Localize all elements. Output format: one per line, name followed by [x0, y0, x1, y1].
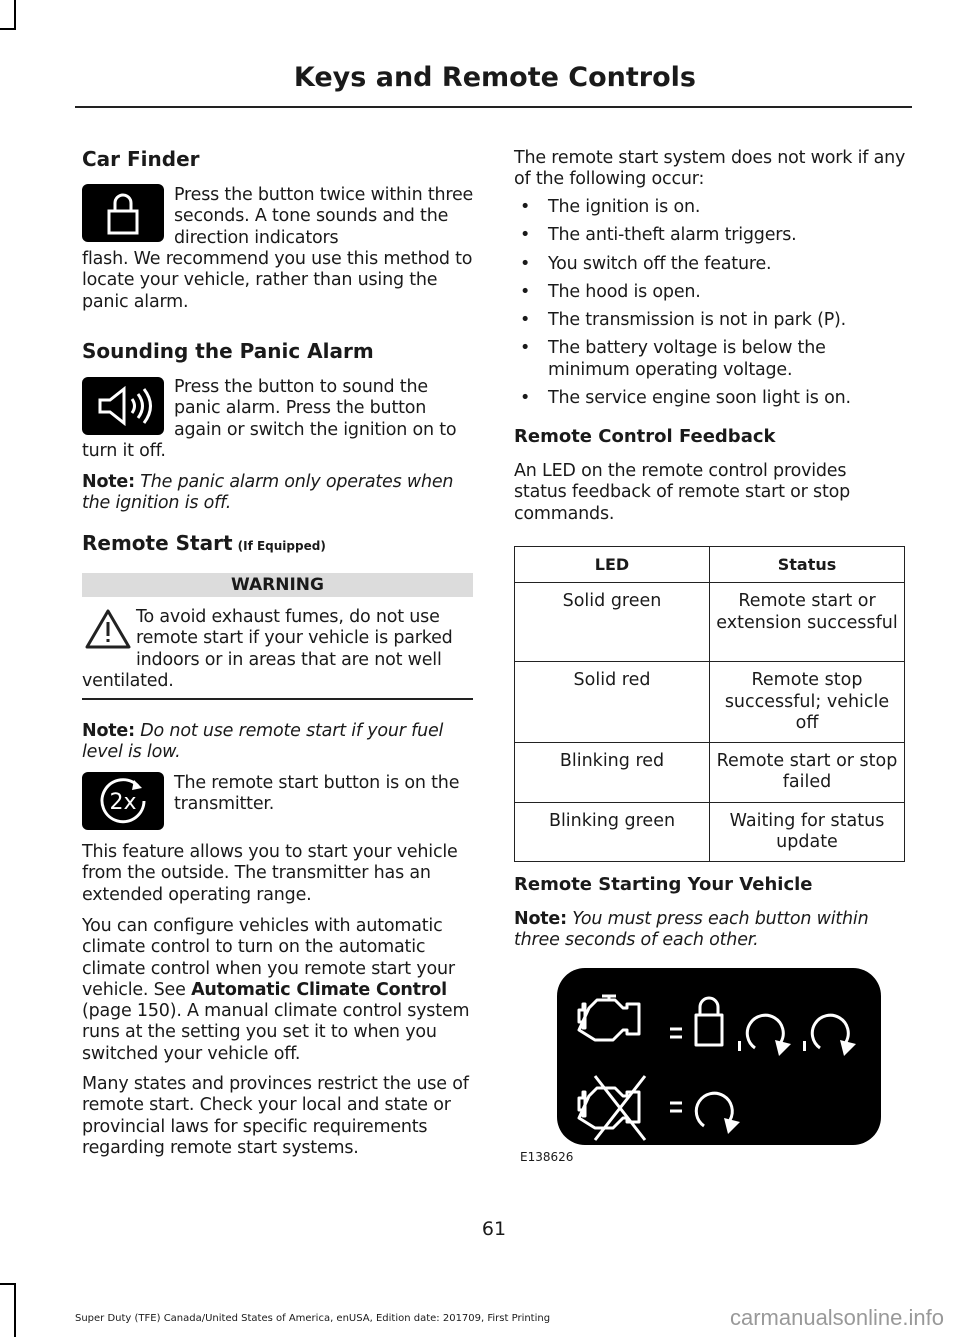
starting-note: [514, 909, 906, 952]
header-rule: [75, 106, 912, 108]
crop-mark: [0, 1283, 16, 1285]
fuel-note: [82, 721, 474, 764]
feature-paragraph: This feature allows you to start your vehicle from the outside. The transmitter has an extended operating range.: [82, 842, 458, 905]
crop-mark: [0, 28, 16, 30]
page-title: Keys and Remote Controls: [293, 62, 696, 93]
led-cell: Solid red: [515, 662, 710, 743]
table-row: [515, 583, 905, 662]
status-cell: Remote start or extension successful: [710, 583, 905, 662]
feedback-heading: Remote Control Feedback: [514, 426, 776, 447]
note-label: Note:: [514, 909, 567, 929]
table-row: [515, 802, 905, 862]
engine-lock-start-diagram: [557, 968, 881, 1145]
note-text: The panic alarm only operates when the ignition is off.: [82, 472, 454, 514]
panic-horn-icon: [82, 377, 164, 435]
if-equipped-label: (If Equipped): [237, 539, 326, 553]
svg-text:2x: 2x: [109, 790, 137, 815]
climate-text-cont: (page 150). A manual climate control system runs at the setting you set it to when you switched your vehicle off.: [82, 1001, 470, 1064]
status-cell: Remote stop successful; vehicle off: [710, 662, 905, 743]
climate-text: You can configure vehicles with automatic climate control to turn on the automatic climate control when you remote start your vehicle. See: [82, 916, 455, 1000]
lock-icon: [696, 998, 722, 1045]
warning-text: To avoid exhaust fumes, do not use remote start if your vehicle is parked indoors or in areas that are not well: [136, 607, 453, 670]
list-item: • The service engine soon light is on.: [514, 388, 906, 409]
car-finder-text-cont: flash. We recommend you use this method to locate your vehicle, rather than using the panic alarm.: [82, 249, 473, 312]
remote-button-text: The remote start button is on the transmitter.: [174, 773, 460, 815]
intro-text: The remote start system does not work if any of the following occur:: [514, 148, 906, 190]
panic-text-cont: turn it off.: [82, 441, 166, 461]
automatic-climate-control-link[interactable]: Automatic Climate Control: [191, 979, 447, 1000]
header-led: LED: [515, 547, 710, 583]
edition-info: Super Duty (TFE) Canada/United States of America, enUSA, Edition date: 201709, First Printing: [75, 1313, 551, 1324]
remote-starting-heading: Remote Starting Your Vehicle: [514, 874, 813, 895]
note-label: Note:: [82, 721, 135, 741]
lock-icon: [82, 184, 164, 242]
laws-paragraph: Many states and provinces restrict the use of remote start. Check your local and state or provincial laws for specific requirements regarding remote start systems.: [82, 1074, 469, 1158]
header-status: Status: [710, 547, 905, 583]
table-row: [515, 662, 905, 743]
warning-rule: [82, 698, 473, 700]
crop-mark: [14, 0, 16, 28]
list-item: • The anti-theft alarm triggers.: [514, 225, 906, 246]
car-finder-text: Press the button twice within three seconds. A tone sounds and the direction indicators: [174, 185, 474, 248]
panic-text: Press the button to sound the panic alarm. Press the button again or switch the ignition on to: [174, 377, 457, 440]
list-item: • The hood is open.: [514, 282, 906, 303]
conditions-list: [514, 197, 906, 416]
status-cell: Waiting for status update: [710, 802, 905, 862]
engine-crossed-icon: [579, 1076, 645, 1140]
led-status-table: [514, 546, 905, 862]
remote-start-heading: [82, 531, 326, 555]
table-header-row: [515, 547, 905, 583]
list-item: • The ignition is on.: [514, 197, 906, 218]
led-cell: Solid green: [515, 583, 710, 662]
warning-text-cont: ventilated.: [82, 671, 174, 691]
list-item: • You switch off the feature.: [514, 254, 906, 275]
warning-bar: WARNING: [82, 573, 473, 597]
note-label: Note:: [82, 472, 135, 492]
figure-id: E138626: [520, 1150, 574, 1164]
warning-triangle-icon: [84, 607, 132, 655]
crop-mark: [14, 1283, 16, 1337]
list-item: • The transmission is not in park (P).: [514, 310, 906, 331]
engine-icon: [579, 996, 639, 1040]
led-cell: Blinking green: [515, 802, 710, 862]
remote-start-2x-icon: [82, 772, 164, 830]
remote-start-sequence-figure: [557, 968, 881, 1145]
table-row: [515, 743, 905, 803]
panic-heading: Sounding the Panic Alarm: [82, 339, 374, 363]
page-number: 61: [481, 1218, 507, 1240]
remote-start-title: Remote Start: [82, 531, 233, 555]
car-finder-heading: Car Finder: [82, 147, 200, 171]
note-text: You must press each button within three seconds of each other.: [514, 909, 869, 951]
list-item: • The battery voltage is below the minimum operating voltage.: [514, 338, 848, 381]
status-cell: Remote start or stop failed: [710, 743, 905, 803]
feedback-text: An LED on the remote control provides status feedback of remote start or stop commands.: [514, 461, 851, 524]
watermark: carmanualsonline.info: [729, 1305, 944, 1330]
note-text: Do not use remote start if your fuel level is low.: [82, 721, 444, 763]
climate-paragraph: [82, 916, 474, 1065]
led-cell: Blinking red: [515, 743, 710, 803]
panic-note: [82, 472, 474, 515]
